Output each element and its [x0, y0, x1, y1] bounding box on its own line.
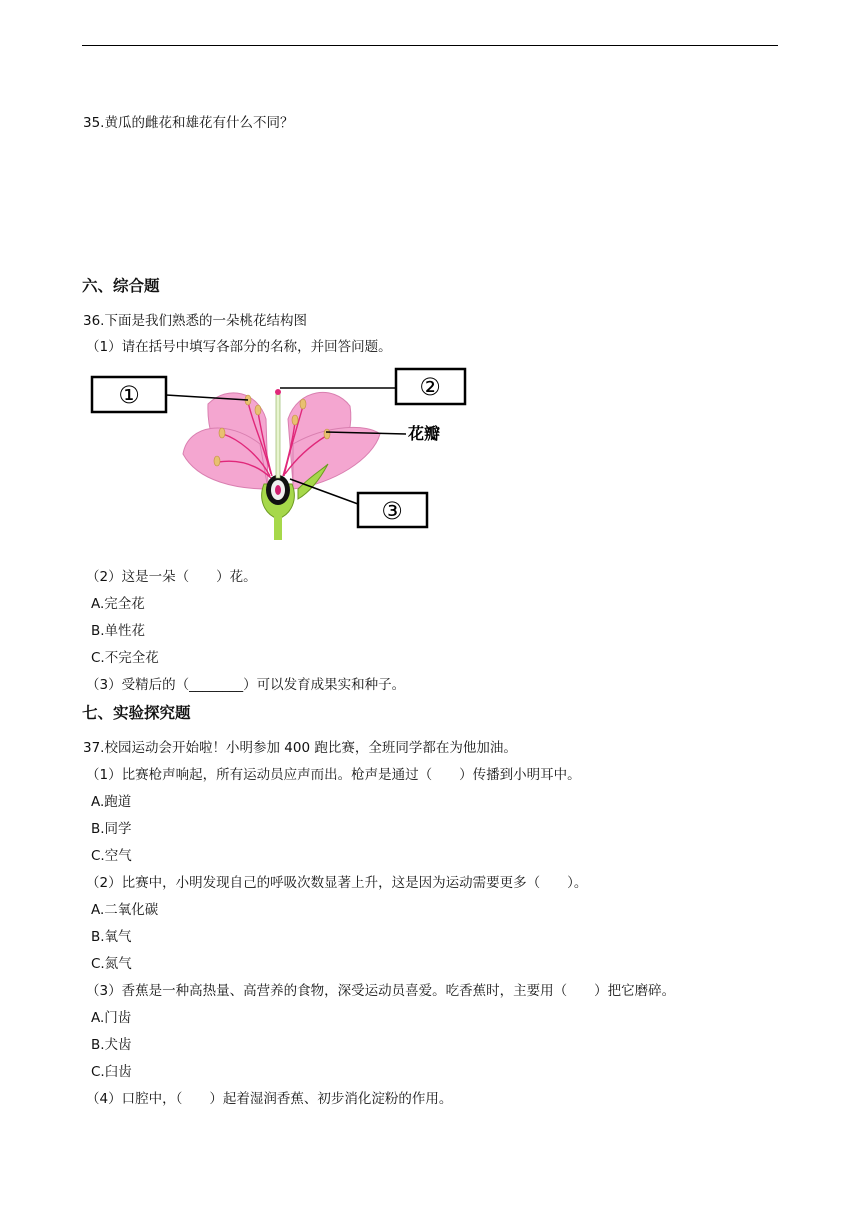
question-37-part2: （2）比赛中，小明发现自己的呼吸次数显著上升，这是因为运动需要更多（ ）。: [86, 875, 588, 891]
option-37-1-b: B.同学: [91, 821, 132, 837]
question-37-part1: （1）比赛枪声响起，所有运动员应声而出。枪声是通过（ ）传播到小明耳中。: [86, 767, 581, 783]
option-37-3-a: A.门齿: [91, 1010, 132, 1026]
option-36-2-c: C.不完全花: [91, 650, 159, 666]
question-36-part3: （3）受精后的（________）可以发育成果实和种子。: [86, 677, 406, 693]
option-36-2-b: B.单性花: [91, 623, 146, 639]
question-36-part2: （2）这是一朵（ ）花。: [86, 569, 257, 585]
option-37-1-a: A.跑道: [91, 794, 132, 810]
label-1-text: ①: [118, 381, 140, 409]
option-37-3-c: C.臼齿: [91, 1064, 132, 1080]
question-36-stem: 36.下面是我们熟悉的一朵桃花结构图: [83, 313, 307, 329]
question-37-part3: （3）香蕉是一种高热量、高营养的食物，深受运动员喜爱。吃香蕉时，主要用（ ）把它磨碎。: [86, 983, 676, 999]
flower-stalk: [274, 516, 282, 540]
petal-label: 花瓣: [408, 424, 441, 443]
option-37-1-c: C.空气: [91, 848, 132, 864]
section-6-title: 六、综合题: [82, 277, 160, 295]
header-rule: [82, 45, 778, 46]
ovule: [275, 485, 281, 495]
label-3-text: ③: [381, 497, 403, 525]
question-37-stem: 37.校园运动会开始啦！小明参加 400 跑比赛，全班同学都在为他加油。: [83, 740, 517, 756]
option-36-2-a: A.完全花: [91, 596, 145, 612]
question-36-part1: （1）请在括号中填写各部分的名称，并回答问题。: [86, 339, 392, 355]
stigma: [275, 389, 281, 395]
label-2-text: ②: [419, 373, 441, 401]
option-37-2-b: B.氧气: [91, 929, 132, 945]
option-37-2-a: A.二氧化碳: [91, 902, 159, 918]
section-7-title: 七、实验探究题: [82, 704, 191, 722]
question-37-part4: （4）口腔中，（ ）起着湿润香蕉、初步消化淀粉的作用。: [86, 1091, 453, 1107]
option-37-2-c: C.氮气: [91, 956, 132, 972]
peach-flower-diagram: [88, 364, 468, 546]
question-35: 35.黄瓜的雌花和雄花有什么不同？: [83, 115, 294, 131]
option-37-3-b: B.犬齿: [91, 1037, 132, 1053]
pistil-style: [276, 394, 280, 478]
